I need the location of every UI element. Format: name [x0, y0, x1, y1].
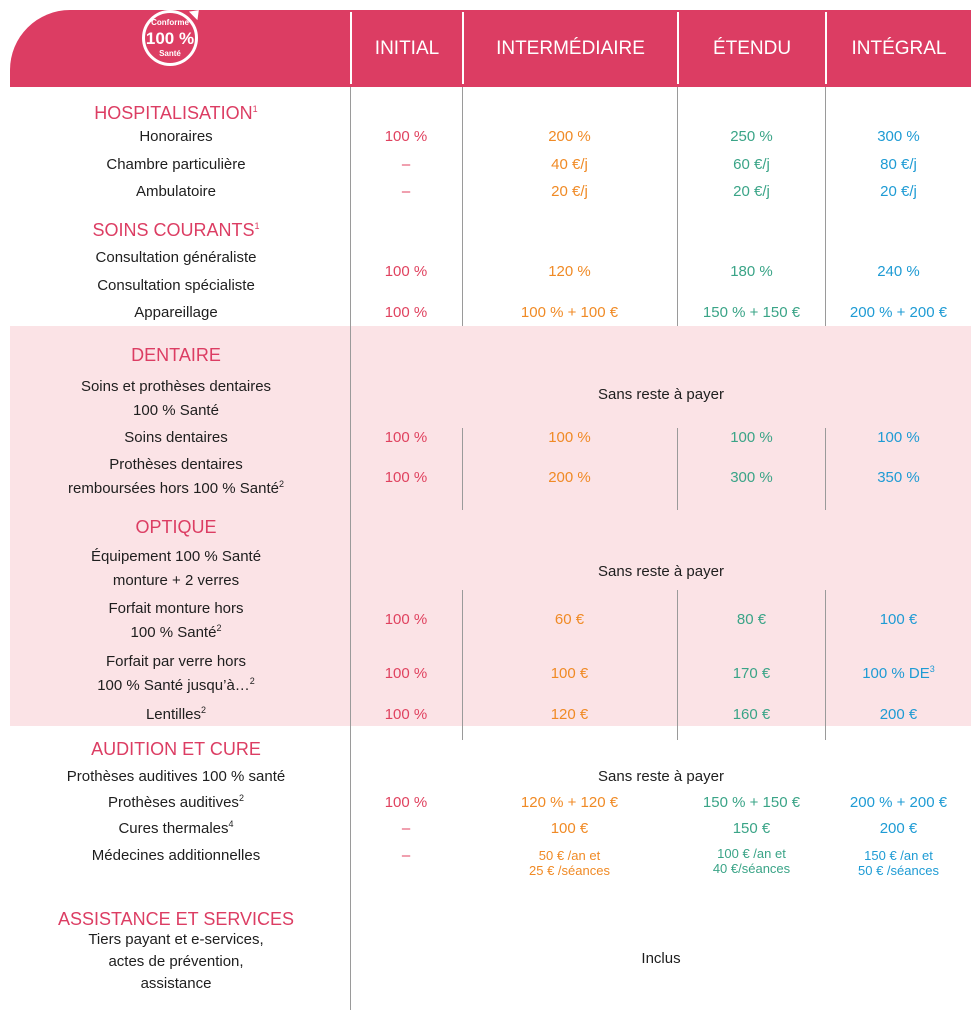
cell-chambre-intermediaire: 40 €/j: [551, 156, 588, 173]
column-header-etendu: ÉTENDU: [712, 38, 792, 59]
cell-verre-intermediaire: 100 €: [550, 665, 589, 682]
column-header-intermediaire: INTERMÉDIAIRE: [496, 38, 645, 59]
row-label-verre-2: 100 % Santé jusqu’à…$^2$: [97, 676, 255, 694]
section-title-assistance: ASSISTANCE ET SERVICES: [57, 909, 295, 929]
cell-lentilles-etendu: 160 €: [732, 706, 771, 723]
cell-medecines-integral: 150 € /an et 50 € /séances: [858, 848, 939, 878]
conforme-100-sante-badge: [142, 10, 198, 66]
row-label-lentilles: Lentilles$^2$: [145, 705, 207, 723]
cell-appareillage-etendu: 150 % + 150 €: [702, 304, 801, 321]
cell-verre-initial: 100 %: [384, 665, 428, 682]
row-label-ambulatoire: Ambulatoire: [135, 183, 217, 200]
column-divider: [350, 87, 351, 1010]
cell-ambulatoire-etendu: 20 €/j: [733, 183, 770, 200]
section-title-soins-courants: SOINS COURANTS$^1$: [92, 220, 260, 240]
cell-monture-etendu: 80 €: [736, 611, 767, 628]
row-label-soins-dentaires: Soins dentaires: [124, 429, 228, 446]
cell-consultation-initial: 100 %: [384, 263, 428, 280]
cell-ambulatoire-initial: –: [401, 183, 411, 200]
row-label-medecines: Médecines additionnelles: [91, 847, 261, 864]
row-label-equipement-2: monture + 2 verres: [112, 572, 240, 589]
row-label-assistance-2: actes de prévention,: [108, 953, 244, 970]
cell-protheses-dentaires-initial: 100 %: [384, 469, 428, 486]
badge-top-text: Conforme: [151, 18, 189, 27]
column-divider: [677, 87, 678, 326]
row-label-honoraires: Honoraires: [139, 128, 213, 145]
cell-appareillage-initial: 100 %: [384, 304, 428, 321]
cell-protheses-dentaires-etendu: 300 %: [730, 469, 773, 486]
row-label-monture-2: 100 % Santé$^2$: [130, 623, 222, 641]
row-label-appareillage: Appareillage: [134, 304, 218, 321]
cell-monture-initial: 100 %: [384, 611, 428, 628]
cell-medecines-intermediaire: 50 € /an et 25 € /séances: [529, 848, 610, 878]
cell-consultation-intermediaire: 120 %: [548, 263, 591, 280]
section-title-audition-cure: AUDITION ET CURE: [91, 739, 261, 759]
cell-assistance: Inclus: [641, 950, 681, 967]
row-label-assistance-3: assistance: [140, 975, 212, 992]
column-header-initial: INITIAL: [374, 38, 440, 59]
row-label-monture-1: Forfait monture hors: [108, 600, 244, 617]
column-header-integral: INTÉGRAL: [851, 38, 947, 59]
cell-protheses-dentaires-integral: 350 %: [877, 469, 920, 486]
cell-protheses-auditives-sante: Sans reste à payer: [598, 768, 724, 785]
cell-equipement-sante: Sans reste à payer: [598, 563, 724, 580]
cell-verre-etendu: 170 €: [732, 665, 771, 682]
cell-consultation-integral: 240 %: [877, 263, 920, 280]
cell-cures-integral: 200 €: [879, 820, 918, 837]
cell-protheses-auditives-etendu: 150 % + 150 €: [702, 794, 801, 811]
cell-chambre-integral: 80 €/j: [880, 156, 917, 173]
cell-lentilles-integral: 200 €: [879, 706, 918, 723]
row-label-dentaire-sante-2: 100 % Santé: [133, 402, 219, 419]
cell-honoraires-initial: 100 %: [384, 128, 428, 145]
row-label-consultation-generaliste: Consultation généraliste: [95, 249, 257, 266]
cell-honoraires-intermediaire: 200 %: [548, 128, 591, 145]
cell-appareillage-intermediaire: 100 % + 100 €: [520, 304, 619, 321]
cell-ambulatoire-intermediaire: 20 €/j: [551, 183, 588, 200]
row-label-protheses-dentaires-1: Prothèses dentaires: [109, 456, 243, 473]
cell-appareillage-integral: 200 % + 200 €: [849, 304, 948, 321]
row-label-protheses-auditives: Prothèses auditives$^2$: [108, 793, 244, 811]
row-label-chambre: Chambre particulière: [106, 156, 246, 173]
row-label-protheses-dentaires-2: remboursées hors 100 % Santé$^2$: [68, 479, 284, 497]
row-label-equipement-1: Équipement 100 % Santé: [90, 548, 262, 565]
cell-protheses-auditives-integral: 200 % + 200 €: [849, 794, 948, 811]
cell-consultation-etendu: 180 %: [730, 263, 773, 280]
section-title-optique: OPTIQUE: [135, 517, 217, 537]
cell-chambre-etendu: 60 €/j: [733, 156, 770, 173]
row-label-dentaire-sante-1: Soins et prothèses dentaires: [80, 378, 272, 395]
cell-dentaire-sante: Sans reste à payer: [598, 386, 724, 403]
cell-lentilles-initial: 100 %: [384, 706, 428, 723]
section-title-dentaire: DENTAIRE: [131, 345, 221, 365]
cell-chambre-initial: –: [401, 156, 411, 173]
row-label-consultation-specialiste: Consultation spécialiste: [97, 277, 255, 294]
cell-lentilles-intermediaire: 120 €: [550, 706, 589, 723]
cell-verre-integral: 100 % $DE^3$: [862, 664, 935, 682]
cell-cures-initial: –: [401, 820, 411, 837]
cell-medecines-initial: –: [401, 847, 411, 864]
cell-protheses-dentaires-intermediaire: 200 %: [548, 469, 591, 486]
section-title-hospitalisation: HOSPITALISATION$^1$: [94, 103, 258, 123]
cell-protheses-auditives-intermediaire: 120 % + 120 €: [520, 794, 619, 811]
cell-cures-etendu: 150 €: [732, 820, 771, 837]
row-label-verre-1: Forfait par verre hors: [105, 653, 247, 670]
cell-medecines-etendu: 100 € /an et 40 €/séances: [712, 846, 791, 876]
row-label-assistance-1: Tiers payant et e-services,: [88, 931, 264, 948]
badge-big-text: 100 %: [145, 29, 195, 48]
cell-cures-intermediaire: 100 €: [550, 820, 589, 837]
cell-soins-dentaires-etendu: 100 %: [730, 429, 773, 446]
column-divider: [462, 87, 463, 326]
row-label-cures-thermales: Cures thermales$^4$: [118, 819, 234, 837]
cell-soins-dentaires-intermediaire: 100 %: [548, 429, 591, 446]
row-label-protheses-auditives-sante: Prothèses auditives 100 % santé: [66, 768, 286, 785]
cell-honoraires-integral: 300 %: [877, 128, 920, 145]
cell-soins-dentaires-integral: 100 %: [877, 429, 920, 446]
column-divider: [825, 87, 826, 326]
cell-honoraires-etendu: 250 %: [730, 128, 773, 145]
badge-bottom-text: Santé: [159, 49, 181, 58]
cell-ambulatoire-integral: 20 €/j: [880, 183, 917, 200]
cell-monture-intermediaire: 60 €: [554, 611, 585, 628]
cell-monture-integral: 100 €: [879, 611, 918, 628]
cell-protheses-auditives-initial: 100 %: [384, 794, 428, 811]
cell-soins-dentaires-initial: 100 %: [384, 429, 428, 446]
